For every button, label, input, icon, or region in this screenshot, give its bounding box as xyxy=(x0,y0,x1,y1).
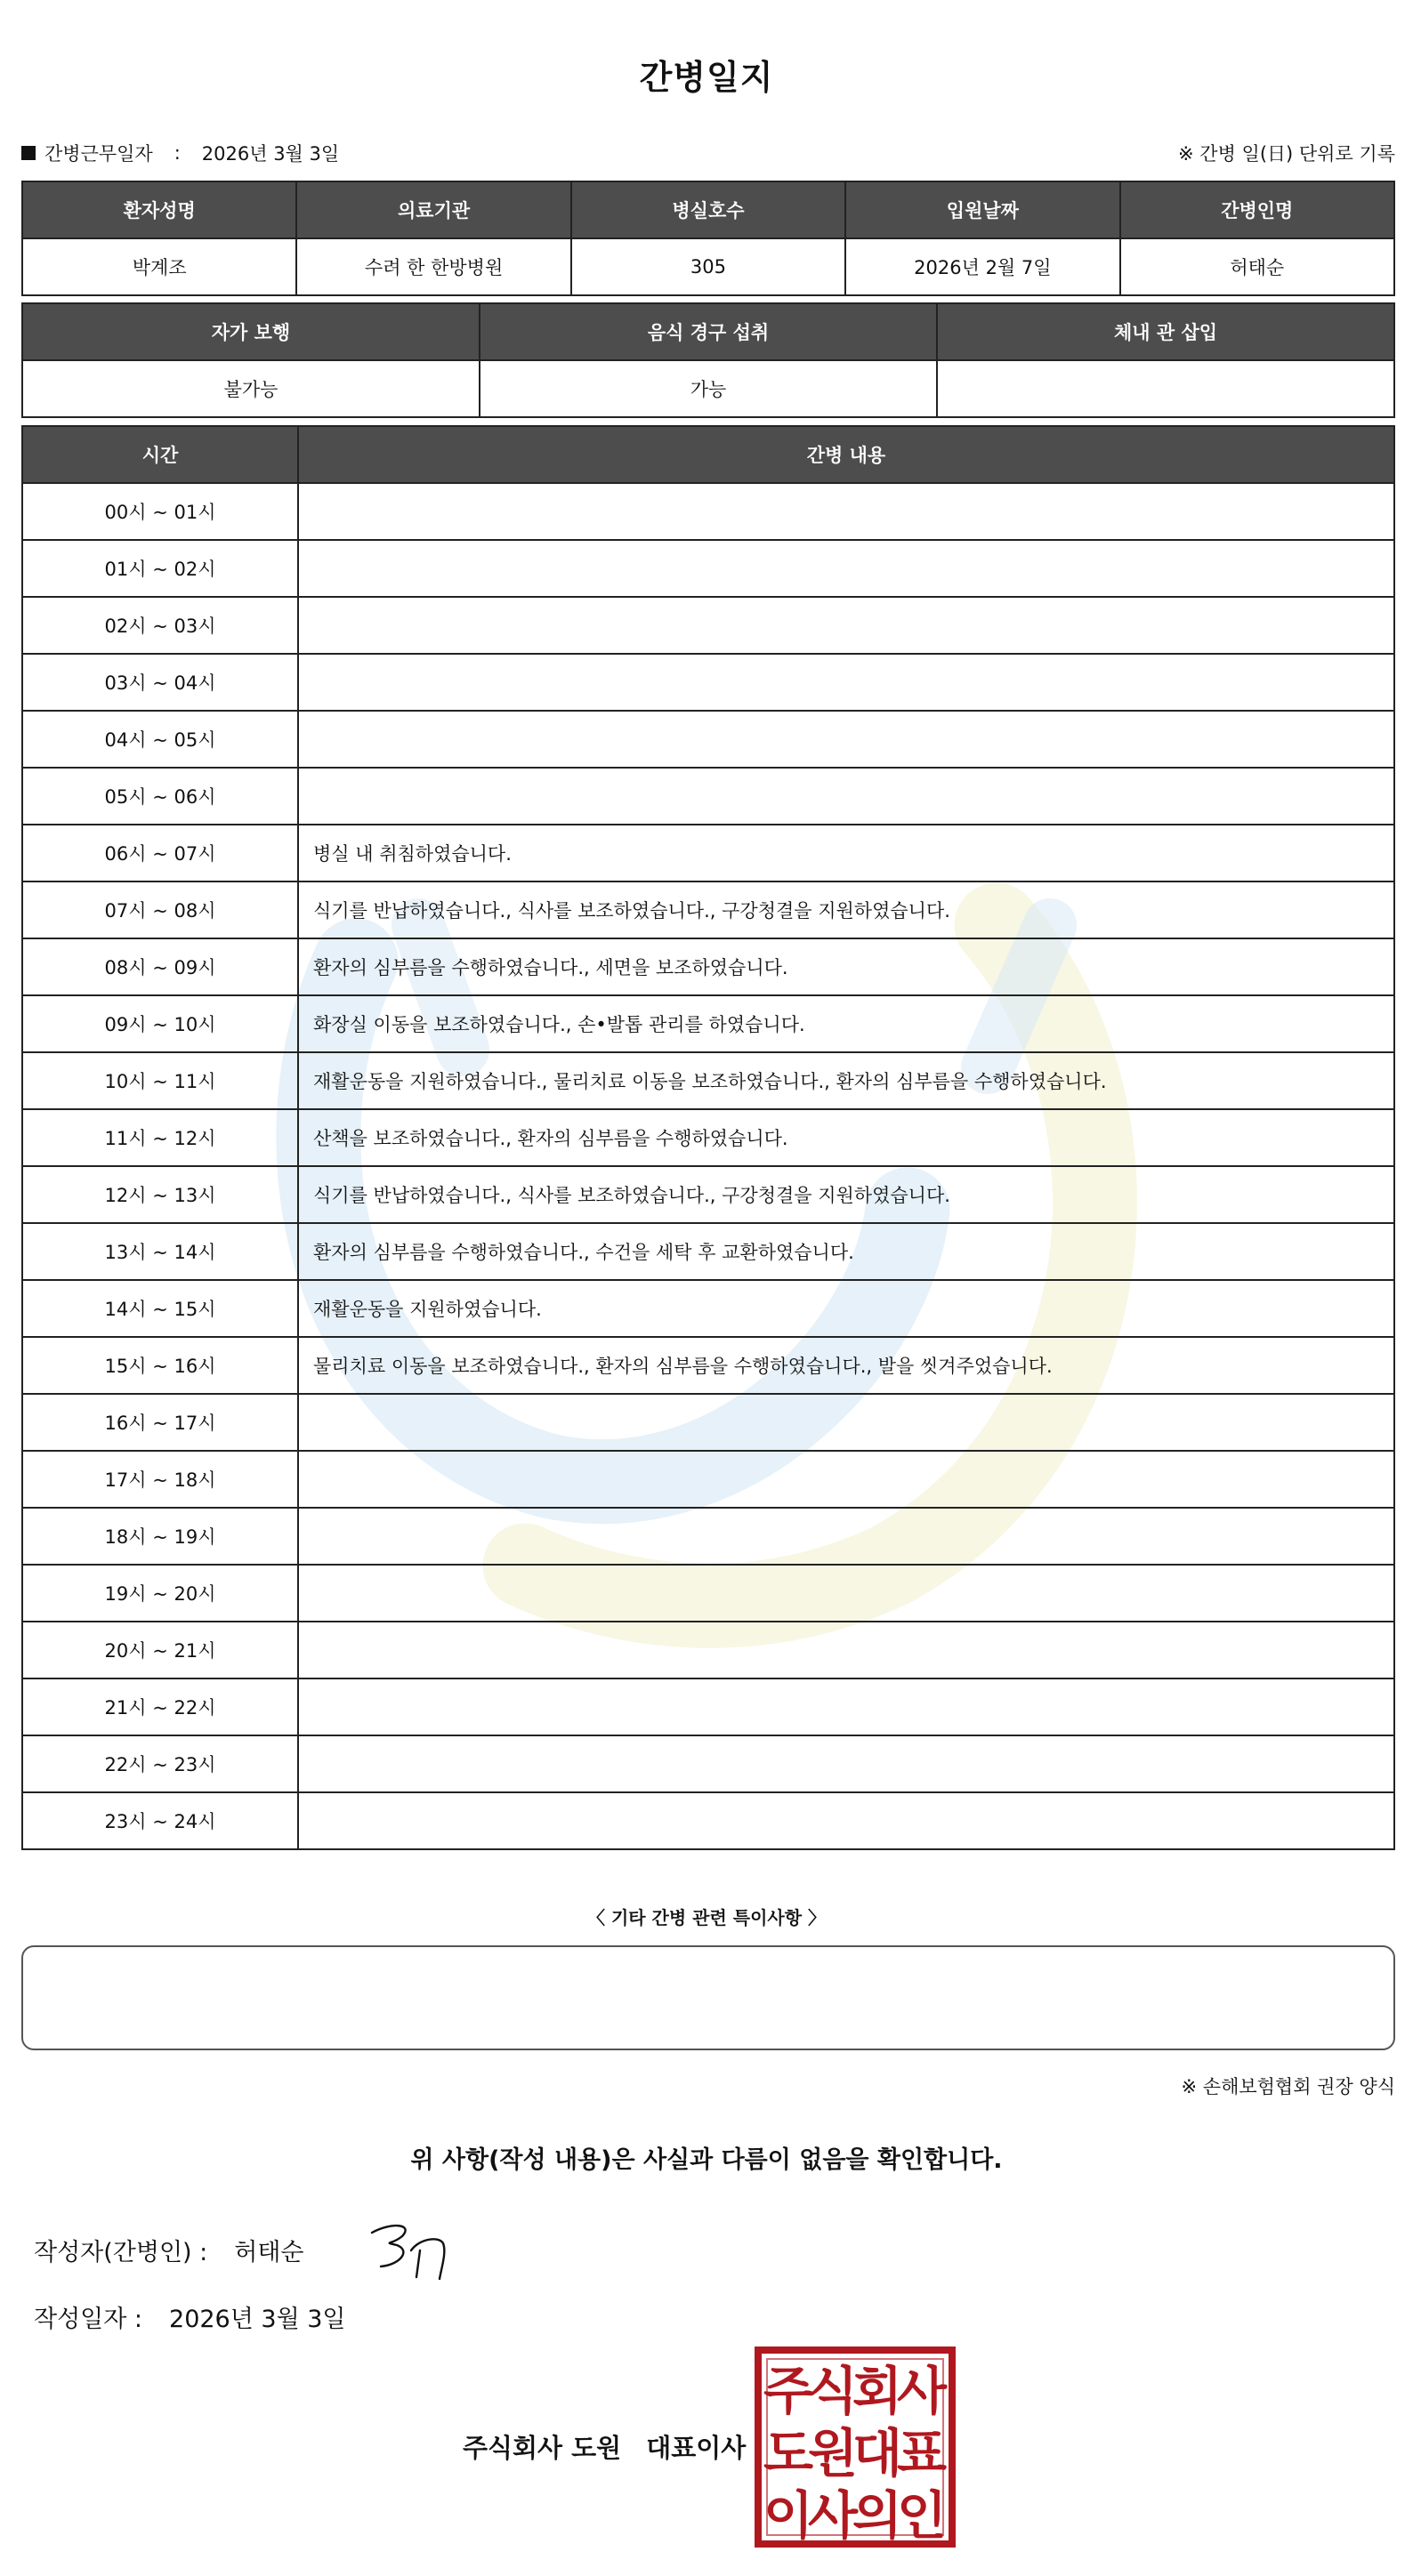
admission-date: 2026년 2월 7일 xyxy=(845,238,1119,295)
log-content: 병실 내 취침하였습니다. xyxy=(298,825,1394,881)
meta-row xyxy=(21,139,1395,167)
log-time: 16시 ~ 17시 xyxy=(22,1394,298,1451)
log-row xyxy=(22,938,1394,995)
header-caregiver-name: 간병인명 xyxy=(1120,181,1394,238)
patient-info-header-row xyxy=(22,181,1394,238)
seal-glyph: 인 xyxy=(896,2485,948,2546)
signature-image xyxy=(365,2215,463,2286)
log-content xyxy=(298,711,1394,768)
log-time: 13시 ~ 14시 xyxy=(22,1223,298,1280)
room-number: 305 xyxy=(571,238,845,295)
tube-insertion-value xyxy=(937,360,1394,417)
log-row xyxy=(22,1508,1394,1565)
written-date-line xyxy=(34,2299,346,2334)
log-content xyxy=(298,1508,1394,1565)
log-row xyxy=(22,1451,1394,1508)
log-row xyxy=(22,540,1394,597)
log-row xyxy=(22,711,1394,768)
log-time: 17시 ~ 18시 xyxy=(22,1451,298,1508)
header-care-content: 간병 내용 xyxy=(298,426,1394,483)
header-hospital: 의료기관 xyxy=(296,181,570,238)
seal-glyph: 의 xyxy=(852,2485,903,2546)
log-content: 화장실 이동을 보조하였습니다., 손•발톱 관리를 하였습니다. xyxy=(298,995,1394,1052)
seal-glyph: 식 xyxy=(807,2361,859,2421)
log-time: 23시 ~ 24시 xyxy=(22,1792,298,1849)
work-date-separator: : xyxy=(174,142,181,164)
log-row xyxy=(22,1622,1394,1678)
log-time: 09시 ~ 10시 xyxy=(22,995,298,1052)
seal-glyph: 이 xyxy=(763,2485,814,2546)
company-seal-stamp xyxy=(753,2345,957,2549)
log-row xyxy=(22,1166,1394,1223)
log-time: 10시 ~ 11시 xyxy=(22,1052,298,1109)
work-date xyxy=(21,140,339,166)
log-content xyxy=(298,1565,1394,1622)
log-row xyxy=(22,825,1394,881)
log-row xyxy=(22,1394,1394,1451)
hospital-name: 수려 한 한방병원 xyxy=(296,238,570,295)
log-time: 04시 ~ 05시 xyxy=(22,711,298,768)
seal-glyph: 사 xyxy=(896,2361,948,2421)
writer-name: 허태순 xyxy=(234,2239,304,2266)
log-time: 18시 ~ 19시 xyxy=(22,1508,298,1565)
header-self-walking: 자가 보행 xyxy=(22,303,480,360)
log-row xyxy=(22,768,1394,825)
work-date-value: 2026년 3월 3일 xyxy=(201,143,340,165)
square-bullet-icon xyxy=(21,146,36,160)
log-content xyxy=(298,597,1394,654)
log-header-row xyxy=(22,426,1394,483)
log-row xyxy=(22,1735,1394,1792)
log-content: 환자의 심부름을 수행하였습니다., 수건을 세탁 후 교환하였습니다. xyxy=(298,1223,1394,1280)
header-patient-name: 환자성명 xyxy=(22,181,296,238)
log-content xyxy=(298,1792,1394,1849)
log-time: 15시 ~ 16시 xyxy=(22,1337,298,1394)
log-time: 03시 ~ 04시 xyxy=(22,654,298,711)
log-row xyxy=(22,483,1394,540)
log-content: 산책을 보조하였습니다., 환자의 심부름을 수행하였습니다. xyxy=(298,1109,1394,1166)
company-name: 주식회사 도원 xyxy=(463,2433,622,2463)
log-row xyxy=(22,1792,1394,1849)
patient-status-table xyxy=(21,302,1395,418)
log-time: 05시 ~ 06시 xyxy=(22,768,298,825)
company-line xyxy=(463,2428,746,2465)
log-time: 14시 ~ 15시 xyxy=(22,1280,298,1337)
seal-glyph: 주 xyxy=(763,2361,814,2421)
record-note: ※ 간병 일(日) 단위로 기록 xyxy=(1178,143,1395,165)
header-admission-date: 입원날짜 xyxy=(845,181,1119,238)
header-time: 시간 xyxy=(22,426,298,483)
seal-glyph: 대 xyxy=(852,2423,903,2483)
writer-label: 작성자(간병인) : xyxy=(34,2239,208,2266)
log-row xyxy=(22,1109,1394,1166)
seal-glyph: 회 xyxy=(852,2361,903,2421)
log-row xyxy=(22,654,1394,711)
log-content: 환자의 심부름을 수행하였습니다., 세면을 보조하였습니다. xyxy=(298,938,1394,995)
special-notes-title: 〈 기타 간병 관련 특이사항 〉 xyxy=(586,1907,826,1928)
log-time: 22시 ~ 23시 xyxy=(22,1735,298,1792)
seal-glyph: 도 xyxy=(763,2423,814,2483)
log-content xyxy=(298,483,1394,540)
header-room-number: 병실호수 xyxy=(571,181,845,238)
log-content xyxy=(298,1451,1394,1508)
log-time: 01시 ~ 02시 xyxy=(22,540,298,597)
header-oral-intake: 음식 경구 섭취 xyxy=(480,303,937,360)
log-time: 19시 ~ 20시 xyxy=(22,1565,298,1622)
log-row xyxy=(22,995,1394,1052)
patient-status-header-row xyxy=(22,303,1394,360)
log-content xyxy=(298,1622,1394,1678)
written-date-label: 작성일자 : xyxy=(34,2306,143,2333)
log-time: 07시 ~ 08시 xyxy=(22,881,298,938)
patient-status-value-row xyxy=(22,360,1394,417)
log-time: 00시 ~ 01시 xyxy=(22,483,298,540)
log-row xyxy=(22,1565,1394,1622)
work-date-label: 간병근무일자 xyxy=(44,143,153,165)
log-row xyxy=(22,1052,1394,1109)
log-time: 02시 ~ 03시 xyxy=(22,597,298,654)
log-time: 12시 ~ 13시 xyxy=(22,1166,298,1223)
log-row xyxy=(22,1337,1394,1394)
log-row xyxy=(22,1223,1394,1280)
log-content: 식기를 반납하였습니다., 식사를 보조하였습니다., 구강청결을 지원하였습니다. xyxy=(298,1166,1394,1223)
special-notes-box xyxy=(21,1945,1395,2050)
ceo-title: 대표이사 xyxy=(646,2433,747,2463)
log-time: 08시 ~ 09시 xyxy=(22,938,298,995)
log-content: 재활운동을 지원하였습니다., 물리치료 이동을 보조하였습니다., 환자의 심부름을 수행하였습니다. xyxy=(298,1052,1394,1109)
header-tube-insertion: 체내 관 삽입 xyxy=(937,303,1394,360)
caregiver-name: 허태순 xyxy=(1120,238,1394,295)
log-content xyxy=(298,540,1394,597)
log-content: 재활운동을 지원하였습니다. xyxy=(298,1280,1394,1337)
log-content: 물리치료 이동을 보조하였습니다., 환자의 심부름을 수행하였습니다., 발을 씻겨주었습니다. xyxy=(298,1337,1394,1394)
patient-info-table xyxy=(21,181,1395,296)
confirmation-statement: 위 사항(작성 내용)은 사실과 다름이 없음을 확인합니다. xyxy=(410,2146,1003,2174)
seal-glyph: 표 xyxy=(896,2423,948,2483)
log-content: 식기를 반납하였습니다., 식사를 보조하였습니다., 구강청결을 지원하였습니다. xyxy=(298,881,1394,938)
patient-name: 박계조 xyxy=(22,238,296,295)
log-content xyxy=(298,1678,1394,1735)
log-time: 20시 ~ 21시 xyxy=(22,1622,298,1678)
seal-glyph: 원 xyxy=(807,2423,859,2483)
recommended-form-note: ※ 손해보험협회 권장 양식 xyxy=(1181,2076,1395,2097)
log-content xyxy=(298,768,1394,825)
log-row xyxy=(22,1678,1394,1735)
log-row xyxy=(22,881,1394,938)
hourly-care-log-table xyxy=(21,425,1395,1850)
oral-intake-value: 가능 xyxy=(480,360,937,417)
written-date-value: 2026년 3월 3일 xyxy=(169,2306,346,2333)
log-content xyxy=(298,1735,1394,1792)
log-time: 21시 ~ 22시 xyxy=(22,1678,298,1735)
seal-glyph: 사 xyxy=(807,2485,859,2546)
patient-info-value-row xyxy=(22,238,1394,295)
writer-line xyxy=(34,2233,304,2267)
log-time: 11시 ~ 12시 xyxy=(22,1109,298,1166)
self-walking-value: 불가능 xyxy=(22,360,480,417)
log-content xyxy=(298,1394,1394,1451)
log-content xyxy=(298,654,1394,711)
document-title: 간병일지 xyxy=(639,58,774,97)
log-row xyxy=(22,597,1394,654)
log-row xyxy=(22,1280,1394,1337)
log-time: 06시 ~ 07시 xyxy=(22,825,298,881)
